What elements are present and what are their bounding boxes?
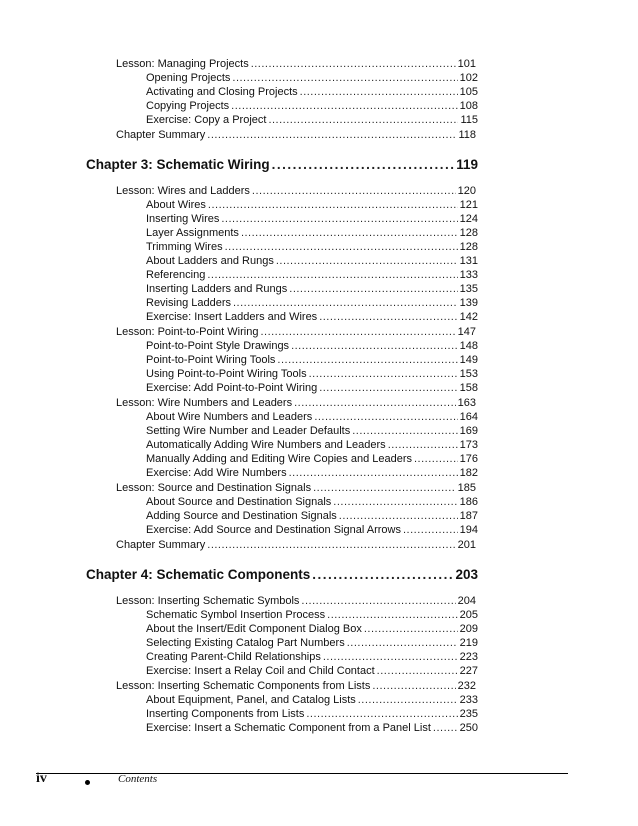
toc-entry-title: Exercise: Insert a Schematic Component from a Panel List bbox=[146, 722, 431, 734]
toc-topic bbox=[146, 708, 478, 720]
toc-chapter bbox=[86, 567, 478, 582]
toc-entry-title: Creating Parent-Child Relationships bbox=[146, 651, 321, 663]
toc-topic bbox=[146, 496, 478, 508]
toc-dot-leader bbox=[372, 680, 455, 692]
toc-topic bbox=[146, 283, 478, 295]
toc-entry-page: 204 bbox=[457, 595, 476, 607]
toc-entry-page: 187 bbox=[459, 510, 478, 522]
toc-topic bbox=[146, 651, 478, 663]
toc-entry-title: Using Point-to-Point Wiring Tools bbox=[146, 368, 307, 380]
toc-topic bbox=[146, 524, 478, 536]
toc-entry-page: 232 bbox=[457, 680, 476, 692]
toc-entry-page: 147 bbox=[457, 326, 476, 338]
toc-entry-page: 149 bbox=[459, 354, 478, 366]
toc-dot-leader bbox=[289, 283, 457, 295]
toc-topic bbox=[146, 86, 478, 98]
toc-lesson bbox=[116, 58, 476, 70]
toc-entry-title: Referencing bbox=[146, 269, 206, 281]
toc-dot-leader bbox=[272, 157, 455, 172]
toc-entry-title: Adding Source and Destination Signals bbox=[146, 510, 337, 522]
toc-entry-title: Lesson: Managing Projects bbox=[116, 58, 249, 70]
toc-dot-leader bbox=[358, 694, 458, 706]
toc-entry-title: Point-to-Point Wiring Tools bbox=[146, 354, 276, 366]
toc-lesson bbox=[116, 129, 476, 141]
toc-entry-page: 201 bbox=[457, 539, 476, 551]
toc-dot-leader bbox=[327, 609, 458, 621]
toc-dot-leader bbox=[306, 708, 457, 720]
toc-dot-leader bbox=[339, 510, 458, 522]
toc-entry-page: 133 bbox=[459, 269, 478, 281]
toc-entry-title: Chapter Summary bbox=[116, 539, 206, 551]
toc-dot-leader bbox=[309, 368, 458, 380]
toc-dot-leader bbox=[277, 354, 457, 366]
toc-entry-title: Schematic Symbol Insertion Process bbox=[146, 609, 326, 621]
toc-entry-title: Lesson: Source and Destination Signals bbox=[116, 482, 312, 494]
toc-entry-title: Exercise: Insert a Relay Coil and Child Contact bbox=[146, 665, 375, 677]
toc-dot-leader bbox=[232, 72, 457, 84]
footer-rule bbox=[36, 773, 568, 774]
toc-entry-title: Manually Adding and Editing Wire Copies and Leaders bbox=[146, 453, 412, 465]
toc-entry-title: Lesson: Inserting Schematic Components from Lists bbox=[116, 680, 371, 692]
toc-entry-page: 163 bbox=[457, 397, 476, 409]
toc-entry-page: 128 bbox=[459, 227, 478, 239]
toc-topic bbox=[146, 411, 478, 423]
toc-entry-page: 158 bbox=[459, 382, 478, 394]
toc-entry-title: Point-to-Point Style Drawings bbox=[146, 340, 290, 352]
toc-entry-title: Inserting Components from Lists bbox=[146, 708, 305, 720]
footer-bullet bbox=[85, 780, 90, 785]
toc-entry-title: About Wire Numbers and Leaders bbox=[146, 411, 313, 423]
toc-topic bbox=[146, 199, 478, 211]
toc-entry-page: 118 bbox=[458, 129, 476, 141]
toc-topic bbox=[146, 227, 478, 239]
toc-topic bbox=[146, 467, 478, 479]
toc-dot-leader bbox=[300, 86, 458, 98]
toc-topic bbox=[146, 425, 478, 437]
toc-lesson bbox=[116, 539, 476, 551]
toc-topic bbox=[146, 510, 478, 522]
toc-dot-leader bbox=[403, 524, 458, 536]
toc-entry-page: 176 bbox=[459, 453, 478, 465]
toc-entry-title: Lesson: Inserting Schematic Symbols bbox=[116, 595, 300, 607]
toc-entry-page: 139 bbox=[459, 297, 478, 309]
toc-dot-leader bbox=[414, 453, 458, 465]
toc-topic bbox=[146, 72, 478, 84]
toc-dot-leader bbox=[313, 482, 456, 494]
toc-entry-page: 227 bbox=[459, 665, 478, 677]
toc-entry-page: 169 bbox=[459, 425, 478, 437]
toc-entry-page: 153 bbox=[459, 368, 478, 380]
toc-entry-page: 203 bbox=[455, 567, 478, 582]
toc-topic bbox=[146, 269, 478, 281]
toc-lesson bbox=[116, 397, 476, 409]
toc-entry-page: 101 bbox=[457, 58, 476, 70]
toc-entry-title: About the Insert/Edit Component Dialog Box bbox=[146, 623, 362, 635]
toc-entry-page: 128 bbox=[459, 241, 478, 253]
toc-entry-page: 105 bbox=[459, 86, 478, 98]
toc-entry-title: Layer Assignments bbox=[146, 227, 239, 239]
toc-lesson bbox=[116, 185, 476, 197]
toc-entry-page: 219 bbox=[459, 637, 478, 649]
toc-entry-title: Setting Wire Number and Leader Defaults bbox=[146, 425, 351, 437]
toc-entry-page: 119 bbox=[456, 157, 478, 172]
toc-entry-page: 194 bbox=[459, 524, 478, 536]
toc-topic bbox=[146, 297, 478, 309]
toc-entry-title: Lesson: Wire Numbers and Leaders bbox=[116, 397, 293, 409]
toc-dot-leader bbox=[323, 651, 458, 663]
toc-entry-page: 115 bbox=[460, 114, 478, 126]
toc-entry-page: 120 bbox=[457, 185, 476, 197]
toc-topic bbox=[146, 340, 478, 352]
toc-topic bbox=[146, 637, 478, 649]
toc-entry-title: Exercise: Add Wire Numbers bbox=[146, 467, 287, 479]
toc-topic bbox=[146, 241, 478, 253]
toc-entry-title: Inserting Wires bbox=[146, 213, 220, 225]
toc-topic bbox=[146, 100, 478, 112]
toc-topic bbox=[146, 722, 478, 734]
toc-entry-page: 185 bbox=[457, 482, 476, 494]
toc-entry-title: Exercise: Copy a Project bbox=[146, 114, 267, 126]
toc-lesson bbox=[116, 595, 476, 607]
toc-lesson bbox=[116, 326, 476, 338]
toc-entry-title: About Equipment, Panel, and Catalog Lists bbox=[146, 694, 356, 706]
toc-entry-title: Chapter 3: Schematic Wiring bbox=[86, 157, 270, 172]
toc-entry-title: Inserting Ladders and Rungs bbox=[146, 283, 288, 295]
toc-dot-leader bbox=[364, 623, 458, 635]
toc-dot-leader bbox=[221, 213, 457, 225]
toc-topic bbox=[146, 665, 478, 677]
toc-topic bbox=[146, 114, 478, 126]
toc-entry-title: Copying Projects bbox=[146, 100, 230, 112]
toc-topic bbox=[146, 382, 478, 394]
toc-dot-leader bbox=[207, 539, 455, 551]
toc-entry-title: About Wires bbox=[146, 199, 206, 211]
toc-entry-title: Exercise: Add Point-to-Point Wiring bbox=[146, 382, 318, 394]
toc-entry-page: 233 bbox=[459, 694, 478, 706]
toc-topic bbox=[146, 213, 478, 225]
toc-dot-leader bbox=[207, 129, 456, 141]
toc-entry-title: Selecting Existing Catalog Part Numbers bbox=[146, 637, 345, 649]
toc-dot-leader bbox=[352, 425, 457, 437]
toc-topic bbox=[146, 255, 478, 267]
toc-dot-leader bbox=[241, 227, 458, 239]
toc-entry-title: Exercise: Add Source and Destination Signal Arrows bbox=[146, 524, 401, 536]
toc-entry-page: 186 bbox=[459, 496, 478, 508]
toc-topic bbox=[146, 694, 478, 706]
toc-topic bbox=[146, 311, 478, 323]
toc-dot-leader bbox=[388, 439, 458, 451]
toc-entry-title: Activating and Closing Projects bbox=[146, 86, 298, 98]
toc-dot-leader bbox=[231, 100, 457, 112]
toc-entry-page: 121 bbox=[459, 199, 478, 211]
toc-topic bbox=[146, 354, 478, 366]
toc-dot-leader bbox=[207, 269, 457, 281]
toc-dot-leader bbox=[377, 665, 458, 677]
toc-entry-page: 173 bbox=[459, 439, 478, 451]
footer-page-number: iv bbox=[36, 771, 47, 786]
toc-dot-leader bbox=[291, 340, 458, 352]
toc-topic bbox=[146, 609, 478, 621]
toc-dot-leader bbox=[433, 722, 458, 734]
toc-entry-title: Revising Ladders bbox=[146, 297, 231, 309]
toc-entry-page: 108 bbox=[459, 100, 478, 112]
toc-entry-title: About Source and Destination Signals bbox=[146, 496, 332, 508]
toc-entry-title: Chapter 4: Schematic Components bbox=[86, 567, 311, 582]
toc-topic bbox=[146, 623, 478, 635]
toc-dot-leader bbox=[225, 241, 458, 253]
toc-dot-leader bbox=[314, 411, 457, 423]
toc-entry-title: Opening Projects bbox=[146, 72, 231, 84]
toc-entry-page: 142 bbox=[459, 311, 478, 323]
toc-dot-leader bbox=[208, 199, 458, 211]
toc-entry-page: 131 bbox=[459, 255, 478, 267]
toc-entry-title: Lesson: Wires and Ladders bbox=[116, 185, 250, 197]
toc-dot-leader bbox=[301, 595, 455, 607]
toc-entry-title: Chapter Summary bbox=[116, 129, 206, 141]
toc-entry-page: 235 bbox=[459, 708, 478, 720]
toc-entry-page: 223 bbox=[459, 651, 478, 663]
toc-entry-page: 135 bbox=[459, 283, 478, 295]
toc-entry-page: 148 bbox=[459, 340, 478, 352]
toc-entry-title: Automatically Adding Wire Numbers and Leaders bbox=[146, 439, 386, 451]
toc-dot-leader bbox=[233, 297, 458, 309]
toc-entry-page: 250 bbox=[459, 722, 478, 734]
toc-entry-page: 164 bbox=[459, 411, 478, 423]
toc-dot-leader bbox=[319, 311, 457, 323]
toc-dot-leader bbox=[319, 382, 457, 394]
toc-dot-leader bbox=[294, 397, 456, 409]
toc-dot-leader bbox=[260, 326, 455, 338]
toc-entry-page: 102 bbox=[459, 72, 478, 84]
toc-topic bbox=[146, 368, 478, 380]
toc-dot-leader bbox=[347, 637, 458, 649]
toc-dot-leader bbox=[268, 114, 458, 126]
footer-section-label: Contents bbox=[118, 773, 158, 785]
toc-lesson bbox=[116, 482, 476, 494]
toc-chapter bbox=[86, 157, 478, 172]
toc-dot-leader bbox=[252, 185, 456, 197]
toc-topic bbox=[146, 439, 478, 451]
toc-entry-page: 205 bbox=[459, 609, 478, 621]
toc-entry-title: About Ladders and Rungs bbox=[146, 255, 274, 267]
toc-dot-leader bbox=[289, 467, 458, 479]
toc-entry-title: Trimming Wires bbox=[146, 241, 223, 253]
toc-entry-title: Exercise: Insert Ladders and Wires bbox=[146, 311, 318, 323]
toc-dot-leader bbox=[312, 567, 453, 582]
toc-entry-page: 124 bbox=[459, 213, 478, 225]
toc-entry-page: 182 bbox=[459, 467, 478, 479]
toc-lesson bbox=[116, 680, 476, 692]
toc-entry-page: 209 bbox=[459, 623, 478, 635]
toc-dot-leader bbox=[251, 58, 456, 70]
toc-dot-leader bbox=[333, 496, 457, 508]
toc-topic bbox=[146, 453, 478, 465]
toc-entry-title: Lesson: Point-to-Point Wiring bbox=[116, 326, 259, 338]
toc-dot-leader bbox=[276, 255, 458, 267]
